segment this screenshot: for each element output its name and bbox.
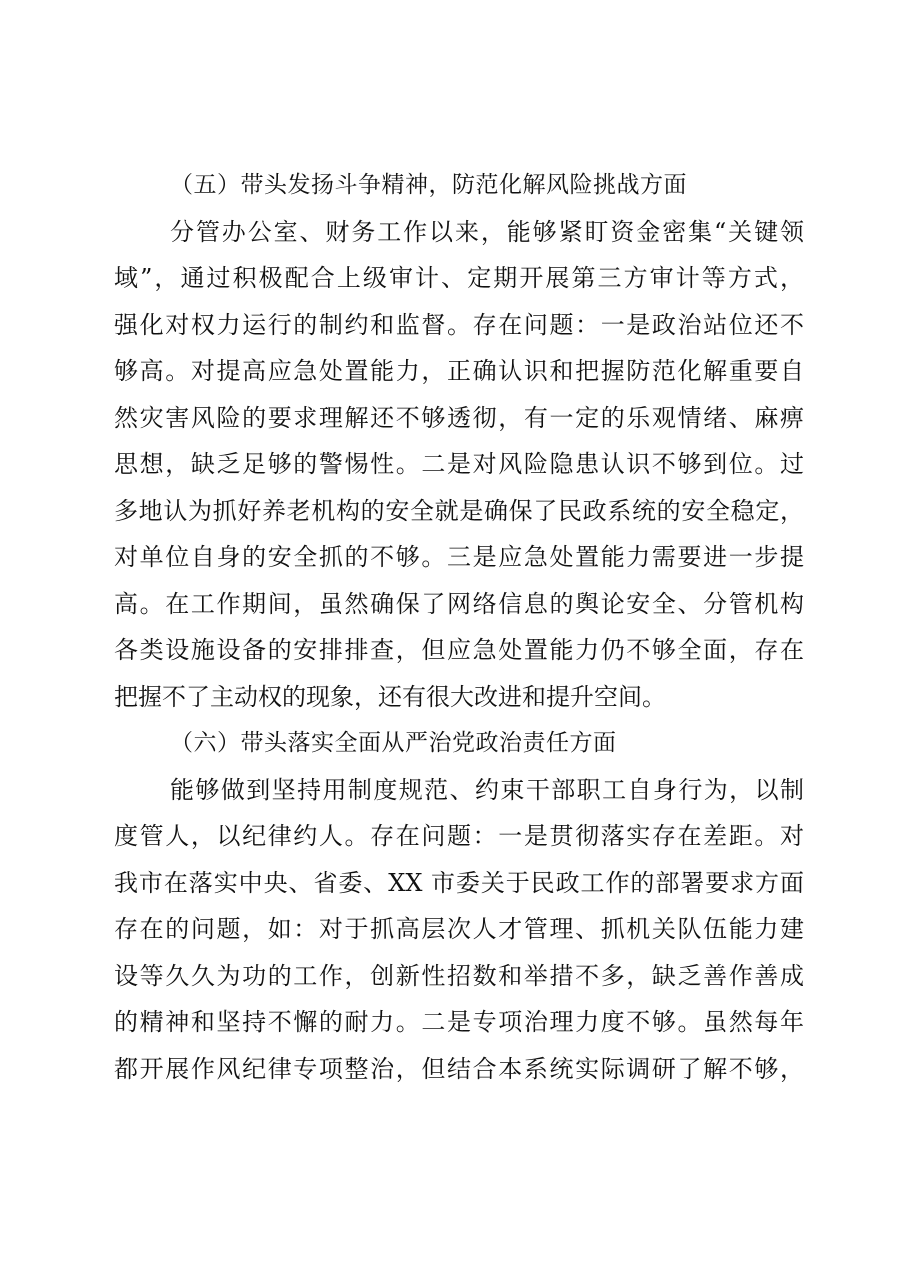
paragraph-line: 然灾害风险的要求理解还不够透彻，有一定的乐观情绪、麻痹 <box>114 403 804 432</box>
section-heading-6: （六）带头落实全面从严治党政治责任方面 <box>170 730 617 756</box>
paragraph-line: 都开展作风纪律专项整治，但结合本系统实际调研了解不够， <box>114 1054 804 1083</box>
paragraph-line: 高。在工作期间，虽然确保了网络信息的舆论安全、分管机构 <box>114 589 804 618</box>
paragraph-line: 度管人，以纪律约人。存在问题：一是贯彻落实存在差距。对 <box>114 822 804 850</box>
section-5-paragraph <box>114 209 804 721</box>
paragraph-line: 够高。对提高应急处置能力，正确认识和把握防范化解重要自 <box>114 357 804 385</box>
document-body <box>114 162 804 1092</box>
paragraph-line: 存在的问题，如：对于抓高层次人才管理、抓机关队伍能力建 <box>114 915 804 943</box>
section-6-paragraph <box>114 767 804 1093</box>
paragraph-line: 分管办公室、财务工作以来，能够紧盯资金密集“关键领 <box>170 217 804 246</box>
paragraph-line: 强化对权力运行的制约和监督。存在问题：一是政治站位还不 <box>114 310 804 339</box>
paragraph-line: 能够做到坚持用制度规范、约束干部职工自身行为，以制 <box>170 775 804 804</box>
paragraph-line: 的精神和坚持不懈的耐力。二是专项治理力度不够。虽然每年 <box>114 1008 804 1036</box>
paragraph-line: 多地认为抓好养老机构的安全就是确保了民政系统的安全稳定， <box>114 496 804 525</box>
paragraph-line: 思想，缺乏足够的警惕性。二是对风险隐患认识不够到位。过 <box>114 450 804 478</box>
paragraph-line: 把握不了主动权的现象，还有很大改进和提升空间。 <box>114 682 666 711</box>
paragraph-line: 各类设施设备的安排排查，但应急处置能力仍不够全面，存在 <box>114 636 804 664</box>
section-heading-5: （五）带头发扬斗争精神，防范化解风险挑战方面 <box>170 172 687 198</box>
paragraph-line: 对单位自身的安全抓的不够。三是应急处置能力需要进一步提 <box>114 543 804 571</box>
paragraph-line: 设等久久为功的工作，创新性招数和举措不多，缺乏善作善成 <box>114 961 804 990</box>
paragraph-line: 域”，通过积极配合上级审计、定期开展第三方审计等方式， <box>114 264 804 292</box>
paragraph-line: 我市在落实中央、省委、XX 市委关于民政工作的部署要求方面 <box>114 868 804 897</box>
